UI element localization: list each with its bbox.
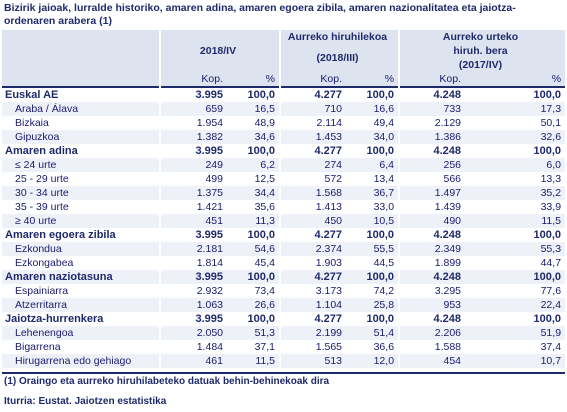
cell-kop: 2.349	[399, 242, 465, 256]
cell-pct: 100,0	[227, 270, 280, 284]
group-header-current: 2018/IV	[160, 30, 280, 72]
table-row	[2, 326, 565, 340]
row-label: Euskal AE	[2, 87, 160, 102]
cell-kop: 4.248	[399, 144, 465, 158]
cell-kop: 256	[399, 158, 465, 172]
group-header-previous: Aurreko hiruhilekoa	[280, 30, 399, 44]
cell-kop: 499	[160, 172, 227, 186]
cell-pct: 54,6	[227, 242, 280, 256]
cell-kop: 1.104	[280, 298, 346, 312]
row-label: Amaren adina	[5, 145, 78, 157]
cell-kop: 659	[160, 102, 227, 116]
cell-kop: 4.248	[399, 228, 465, 242]
table-row	[2, 116, 565, 130]
cell-kop: 450	[280, 214, 346, 228]
cell-kop: 1.382	[160, 130, 227, 144]
cell-kop: 3.995	[160, 87, 227, 102]
cell-kop: 2.199	[280, 326, 346, 340]
cell-kop: 1.453	[280, 130, 346, 144]
cell-pct: 37,4	[540, 341, 562, 353]
cell-kop: 274	[280, 158, 346, 172]
cell-pct: 36,6	[373, 341, 395, 353]
row-label: Hirugarrena edo gehiago	[2, 354, 160, 368]
cell-pct: 51,4	[346, 326, 399, 340]
cell-kop: 1.814	[160, 256, 227, 270]
group-subheader-last-year-period: (2017/IV)	[458, 59, 503, 71]
cell-pct: 6,4	[346, 158, 399, 172]
cell-pct: 100,0	[366, 313, 395, 325]
header-blank	[2, 44, 160, 72]
cell-pct: 13,4	[373, 173, 395, 185]
cell-kop: 3.295	[399, 284, 465, 298]
cell-pct: 51,9	[465, 326, 565, 340]
cell-kop: 2.206	[399, 326, 465, 340]
row-label: Lehenengoa	[2, 326, 160, 340]
cell-pct: 55,5	[346, 242, 399, 256]
cell-pct: 100,0	[533, 313, 562, 325]
cell-kop: 4.277	[280, 312, 346, 326]
births-table	[2, 30, 565, 368]
table-row	[2, 340, 565, 354]
cell-kop: 1.497	[399, 186, 465, 200]
cell-kop: 1.565	[280, 340, 346, 354]
cell-kop: 1.588	[399, 340, 465, 354]
cell-pct: 33,9	[540, 201, 562, 213]
cell-kop: 953	[399, 298, 465, 312]
cell-pct: 10,7	[465, 354, 565, 368]
table-row-total	[2, 144, 565, 158]
cell-kop: 454	[399, 354, 465, 368]
cell-pct: 51,3	[227, 326, 280, 340]
table-row	[2, 186, 565, 200]
cell-pct: 100,0	[366, 145, 395, 157]
cell-kop: 1.375	[160, 186, 227, 200]
col-pct: %	[465, 72, 565, 87]
cell-pct: 25,8	[346, 298, 399, 312]
cell-kop: 1.386	[399, 130, 465, 144]
row-label: Amaren egoera zibila	[5, 229, 116, 241]
cell-pct: 55,3	[465, 242, 565, 256]
cell-kop: 4.277	[280, 228, 346, 242]
cell-pct: 35,2	[465, 186, 565, 200]
cell-pct: 6,0	[465, 158, 565, 172]
table-bottom-rule	[2, 372, 565, 374]
cell-kop: 1.568	[280, 186, 346, 200]
group-header-last-year-line2: hiruh. bera	[453, 45, 508, 57]
row-label: Bigarrena	[15, 341, 61, 353]
table-row	[2, 354, 565, 368]
row-label: Ezkongabea	[15, 257, 74, 269]
cell-kop: 2.114	[280, 116, 346, 130]
col-kop: Kop.	[399, 72, 465, 87]
cell-pct: 11,5	[465, 214, 565, 228]
cell-kop: 2.050	[160, 326, 227, 340]
row-label: 25 - 29 urte	[15, 173, 69, 185]
cell-pct: 22,4	[465, 298, 565, 312]
cell-pct: 6,2	[227, 158, 280, 172]
cell-pct: 48,9	[254, 117, 276, 129]
cell-pct: 33,0	[373, 201, 395, 213]
row-label: Bizkaia	[15, 117, 49, 129]
cell-pct: 36,7	[346, 186, 399, 200]
table-row	[2, 256, 565, 270]
cell-pct: 44,7	[540, 257, 562, 269]
cell-pct: 16,5	[227, 102, 280, 116]
row-label: ≥ 40 urte	[2, 214, 160, 228]
row-label: Atzerritarra	[2, 298, 160, 312]
table-title: Bizirik jaioak, lurralde historiko, amaren adina, amaren egoera zibila, amaren nazionalitatea eta jaiotza-ordenaren arabera (1)	[4, 2, 516, 27]
cell-pct: 11,5	[227, 354, 280, 368]
cell-pct: 34,6	[227, 130, 280, 144]
cell-pct: 10,5	[346, 214, 399, 228]
cell-pct: 44,5	[373, 257, 395, 269]
table-row	[2, 172, 565, 186]
cell-pct: 100,0	[533, 145, 562, 157]
table-row	[2, 200, 565, 214]
cell-kop: 461	[160, 354, 227, 368]
row-label: Ezkondua	[2, 242, 160, 256]
row-label: 30 - 34 urte	[2, 186, 160, 200]
cell-pct: 100,0	[465, 270, 565, 284]
cell-kop: 490	[399, 214, 465, 228]
cell-pct: 37,1	[254, 341, 276, 353]
cell-pct: 45,4	[254, 257, 276, 269]
col-kop: Kop.	[160, 72, 227, 87]
cell-pct: 32,6	[465, 130, 565, 144]
table-row	[2, 158, 565, 172]
cell-pct: 26,6	[227, 298, 280, 312]
cell-kop: 572	[280, 172, 346, 186]
cell-pct: 12,5	[254, 173, 276, 185]
cell-kop: 4.248	[399, 270, 465, 284]
table-row	[2, 298, 565, 312]
cell-pct: 73,4	[254, 285, 276, 297]
cell-kop: 4.248	[399, 312, 465, 326]
cell-kop: 3.995	[160, 270, 227, 284]
cell-kop: 4.277	[280, 144, 346, 158]
table-row	[2, 284, 565, 298]
cell-pct: 100,0	[465, 87, 565, 102]
cell-pct: 11,3	[227, 214, 280, 228]
cell-kop: 4.277	[280, 87, 346, 102]
row-label: 35 - 39 urte	[15, 201, 69, 213]
cell-pct: 100,0	[366, 229, 395, 241]
cell-kop: 1.413	[280, 200, 346, 214]
cell-kop: 1.484	[160, 340, 227, 354]
table-row-total	[2, 87, 565, 102]
cell-pct: 100,0	[247, 145, 276, 157]
cell-pct: 13,3	[540, 173, 562, 185]
cell-kop: 1.439	[399, 200, 465, 214]
cell-kop: 1.063	[160, 298, 227, 312]
cell-pct: 100,0	[346, 87, 399, 102]
cell-kop: 1.954	[160, 116, 227, 130]
cell-kop: 4.277	[280, 270, 346, 284]
cell-kop: 3.995	[160, 228, 227, 242]
table-row	[2, 130, 565, 144]
row-label: Araba / Álava	[2, 102, 160, 116]
cell-kop: 2.374	[280, 242, 346, 256]
cell-pct: 12,0	[346, 354, 399, 368]
cell-pct: 100,0	[247, 229, 276, 241]
cell-kop: 3.173	[280, 284, 346, 298]
footnote: (1) Oraingo eta aurreko hiruhilabeteko datuak behin-behinekoak dira	[4, 376, 330, 387]
header-blank	[2, 72, 160, 87]
cell-kop: 3.995	[160, 144, 227, 158]
cell-kop: 2.181	[160, 242, 227, 256]
group-header-last-year-line1: Aurreko urteko	[442, 31, 519, 43]
cell-pct: 17,3	[465, 102, 565, 116]
col-pct: %	[346, 72, 399, 87]
cell-pct: 16,6	[346, 102, 399, 116]
table-row-total	[2, 228, 565, 242]
table-row-total	[2, 312, 565, 326]
cell-kop: 4.248	[399, 87, 465, 102]
row-label: Gipuzkoa	[2, 130, 160, 144]
cell-kop: 1.903	[280, 256, 346, 270]
table-row	[2, 242, 565, 256]
row-label: Jaiotza-hurrenkera	[5, 313, 104, 325]
cell-pct: 100,0	[227, 87, 280, 102]
row-label: ≤ 24 urte	[2, 158, 160, 172]
cell-pct: 35,6	[254, 201, 276, 213]
cell-kop: 566	[399, 172, 465, 186]
cell-kop: 2.932	[160, 284, 227, 298]
col-kop: Kop.	[280, 72, 346, 87]
cell-kop: 249	[160, 158, 227, 172]
cell-kop: 513	[280, 354, 346, 368]
source-note: Iturria: Eustat. Jaiotzen estatistika	[4, 396, 167, 407]
cell-kop: 451	[160, 214, 227, 228]
cell-pct: 100,0	[346, 270, 399, 284]
col-pct: %	[227, 72, 280, 87]
header-blank	[2, 30, 160, 44]
cell-kop: 733	[399, 102, 465, 116]
cell-kop: 3.995	[160, 312, 227, 326]
cell-kop: 1.421	[160, 200, 227, 214]
table-row-total	[2, 270, 565, 284]
cell-pct: 77,6	[540, 285, 562, 297]
table-row	[2, 214, 565, 228]
cell-kop: 1.899	[399, 256, 465, 270]
cell-pct: 74,2	[373, 285, 395, 297]
row-label: Amaren naziotasuna	[2, 270, 160, 284]
group-header-last-year	[399, 30, 565, 44]
cell-pct: 34,0	[346, 130, 399, 144]
row-label: Espainiarra	[15, 285, 69, 297]
cell-pct: 100,0	[533, 229, 562, 241]
group-subheader-previous: (2018/III)	[280, 44, 399, 72]
cell-pct: 100,0	[247, 313, 276, 325]
cell-pct: 50,1	[540, 117, 562, 129]
cell-kop: 2.129	[399, 116, 465, 130]
table-row	[2, 102, 565, 116]
group-subheader-last-year	[399, 44, 565, 72]
cell-pct: 34,4	[227, 186, 280, 200]
cell-pct: 49,4	[373, 117, 395, 129]
cell-kop: 710	[280, 102, 346, 116]
